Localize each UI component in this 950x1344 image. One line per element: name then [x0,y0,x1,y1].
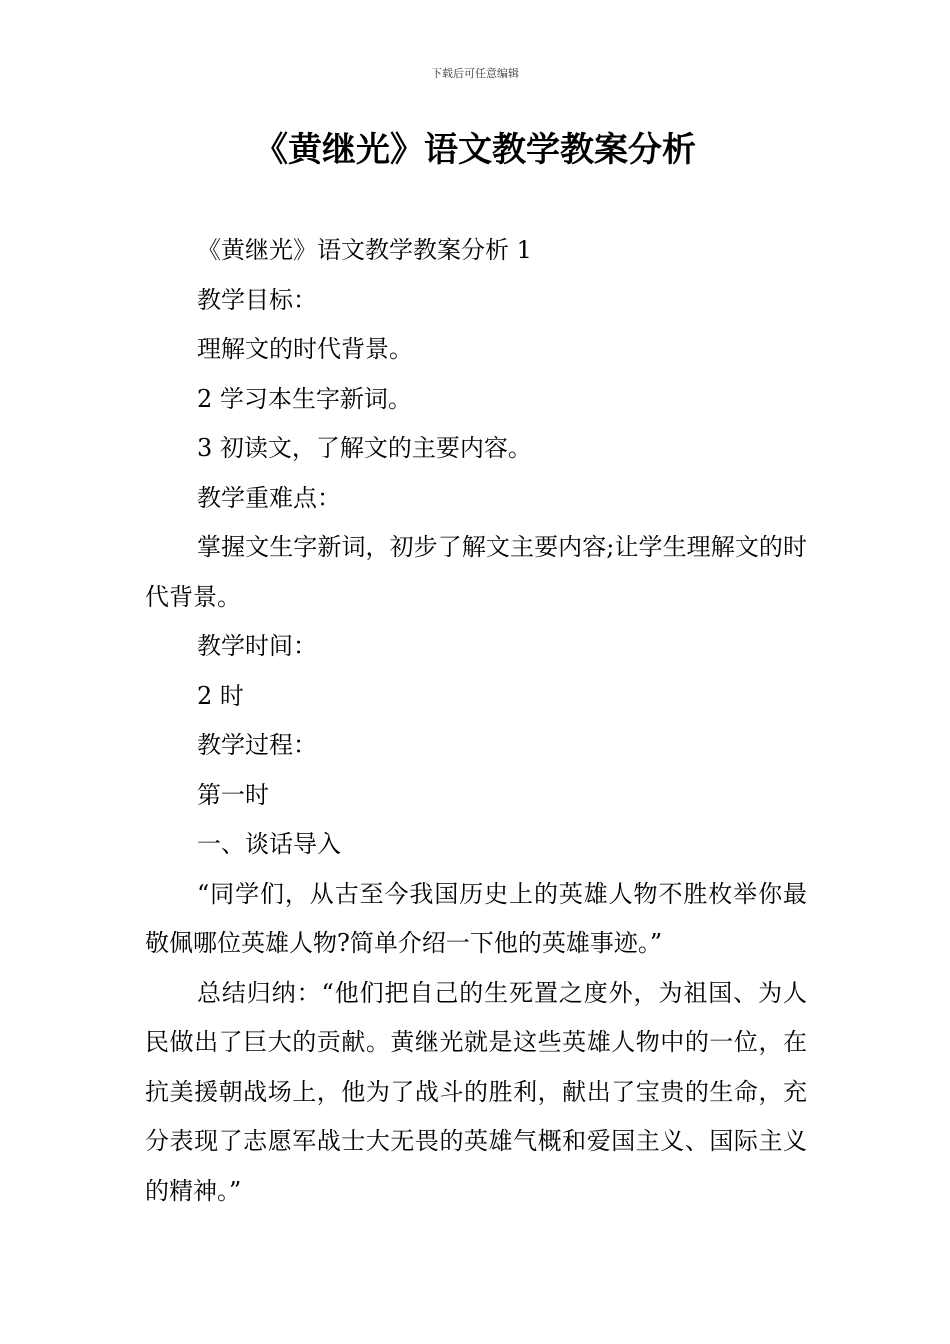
paragraph: 教学目标： [197,285,317,314]
paragraph: 第一时 [197,780,269,809]
header-note: 下载后可任意编辑 [431,67,519,80]
document-body [145,226,807,1216]
paragraph: “同学们，从古至今我国历史上的英雄人物不胜枚举你最敬佩哪位英雄人物?简单介绍一下他的英雄事迹。” [145,879,807,957]
section-heading: 《黄继光》语文教学教案分析 1 [197,236,532,264]
paragraph: 教学时间： [197,632,317,660]
document-title: 《黄继光》语文教学教案分析 [254,130,696,170]
paragraph: 教学重难点： [197,483,341,512]
paragraph: 教学过程： [197,731,317,759]
paragraph: 2 时 [197,681,244,710]
paragraph: 一、谈话导入 [197,830,341,858]
paragraph: 总结归纳：“他们把自己的生死置之度外，为祖国、为人民做出了巨大的贡献。黄继光就是这些英雄人物中的一位，在抗美援朝战场上，他为了战斗的胜利，献出了宝贵的生命，充分表现了志愿军战士大无畏的英雄气概和爱国主义、国际主义的精神。” [145,978,807,1205]
paragraph: 理解文的时代背景。 [197,335,413,363]
paragraph: 3 初读文，了解文的主要内容。 [197,434,532,462]
paragraph: 2 学习本生字新词。 [197,384,412,413]
paragraph: 掌握文生字新词，初步了解文主要内容;让学生理解文的时代背景。 [145,533,807,611]
